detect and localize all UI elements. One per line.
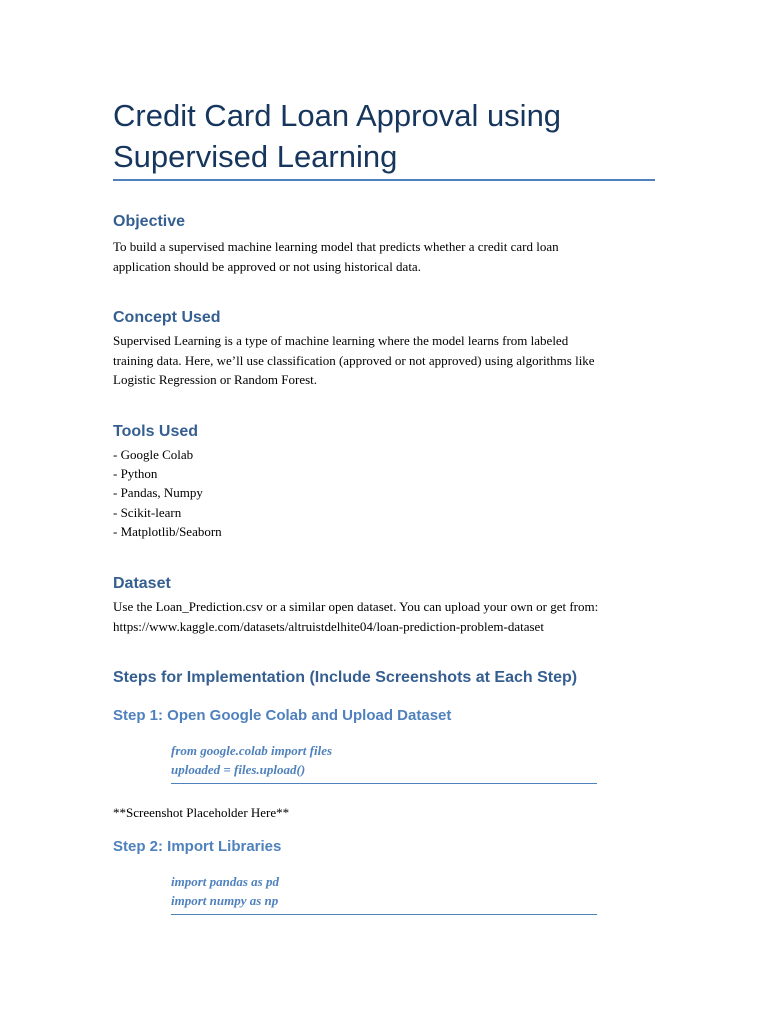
list-item: - Google Colab <box>113 447 194 462</box>
step2-heading: Step 2: Import Libraries <box>113 838 282 855</box>
title-line: Supervised Learning <box>113 139 398 174</box>
objective-paragraph <box>113 237 658 276</box>
steps-heading: Steps for Implementation (Include Screenshots at Each Step) <box>113 669 578 686</box>
list-item: - Matplotlib/Seaborn <box>113 523 222 539</box>
screenshot-placeholder: **Screenshot Placeholder Here** <box>113 805 290 820</box>
concept-heading: Concept Used <box>113 309 221 326</box>
tools-list <box>113 445 658 541</box>
tools-heading: Tools Used <box>113 423 199 440</box>
dataset-paragraph <box>113 597 658 636</box>
code-line: from google.colab import files <box>171 743 333 758</box>
concept-line: training data. Here, we’ll use classification (approved or not approved) using algorithms like <box>113 352 595 368</box>
document-title <box>113 95 658 177</box>
objective-line: application should be approved or not using historical data. <box>113 258 421 274</box>
code-line: import numpy as np <box>171 893 279 908</box>
dataset-heading: Dataset <box>113 575 171 592</box>
concept-paragraph <box>113 331 658 390</box>
list-item: - Pandas, Numpy <box>113 485 203 501</box>
list-item: - Python <box>113 466 158 482</box>
step2-code-block <box>171 872 597 915</box>
objective-line: To build a supervised machine learning model that predicts whether a credit card loan <box>113 239 559 254</box>
code-line: uploaded = files.upload() <box>171 762 306 777</box>
list-item: - Scikit-learn <box>113 504 182 520</box>
dataset-url[interactable]: https://www.kaggle.com/datasets/altruistdelhite04/loan-prediction-problem-dataset <box>113 618 544 634</box>
title-underline <box>113 179 655 181</box>
dataset-line: Use the Loan_Prediction.csv or a similar open dataset. You can upload your own or get from: <box>113 599 599 614</box>
concept-line: Logistic Regression or Random Forest. <box>113 372 318 387</box>
document-page <box>113 95 658 908</box>
step1-heading: Step 1: Open Google Colab and Upload Dataset <box>113 707 452 724</box>
step1-code-block <box>171 741 597 784</box>
code-line: import pandas as pd <box>171 874 279 889</box>
objective-heading: Objective <box>113 213 186 230</box>
concept-line: Supervised Learning is a type of machine learning where the model learns from labeled <box>113 333 569 348</box>
title-line: Credit Card Loan Approval using <box>113 98 562 133</box>
